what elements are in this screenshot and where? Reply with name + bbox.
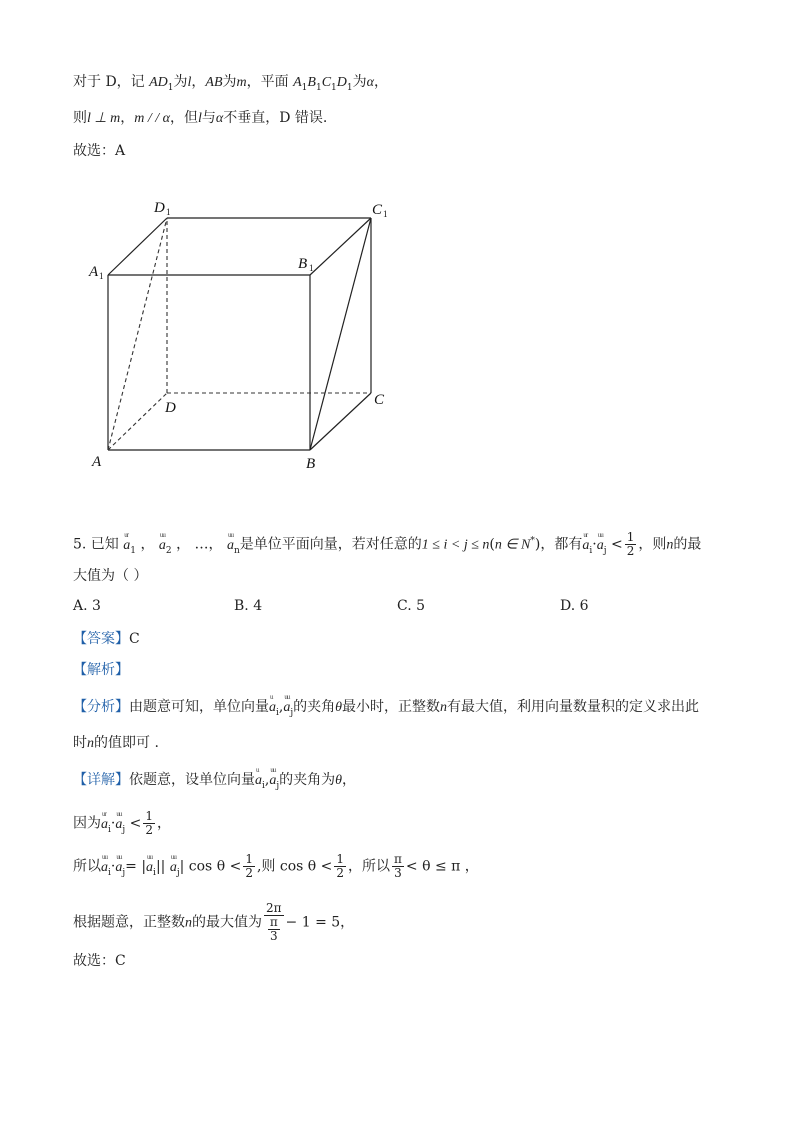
edge-b-c <box>310 393 371 450</box>
text: ,则 cos θ < <box>256 858 333 875</box>
denominator: 3 <box>269 929 278 943</box>
vector-ai: uu a <box>146 852 154 875</box>
denominator: 3 <box>394 866 402 880</box>
math-n: n <box>440 700 448 715</box>
text: < <box>129 815 142 832</box>
subscript: i <box>108 867 111 878</box>
text: 根据题意，正整数 <box>73 914 185 931</box>
math-theta: θ <box>335 773 343 788</box>
math-m: m <box>236 75 247 90</box>
text: 与 <box>201 110 216 126</box>
vector-symbol: a <box>158 537 166 553</box>
numerator: 2π <box>266 901 282 915</box>
math-plane: C <box>321 75 332 90</box>
subscript: 1 <box>301 83 308 93</box>
math-condition: 1 ≤ i < j ≤ n <box>421 537 490 553</box>
math-alpha: α <box>215 111 224 126</box>
subscript: i <box>589 545 593 556</box>
label-b1-sub: 1 <box>309 263 314 273</box>
vector-symbol: a <box>101 816 108 832</box>
text: 为 <box>222 74 237 90</box>
final-answer: 故选：C <box>73 953 126 969</box>
subscript: j <box>290 708 294 718</box>
math-ad1: AD <box>149 75 168 90</box>
math-condition: n ∈ N <box>494 537 531 553</box>
vector-symbol: a <box>123 537 131 553</box>
text: 有最大值，利用向量数量积的定义求出此 <box>447 699 700 715</box>
math-l: l <box>187 75 192 90</box>
fraction-half <box>334 853 346 880</box>
text: 最小时，正整数 <box>342 699 441 715</box>
vector-symbol: a <box>115 816 123 832</box>
subscript: 2 <box>165 545 172 556</box>
label-d: D <box>165 400 176 416</box>
label-d1-sub: 1 <box>166 207 171 217</box>
text: 为 <box>173 74 188 90</box>
text: 对于 D，记 <box>73 74 150 90</box>
label-a: A <box>92 454 102 470</box>
subscript: j <box>122 867 126 878</box>
fraction-half <box>243 853 255 880</box>
text: ， <box>340 914 355 931</box>
text: ，但 <box>169 110 198 126</box>
text: ， <box>342 772 357 788</box>
text: ， <box>191 74 206 90</box>
label-b1: B <box>298 256 308 272</box>
text: 的最大值为 <box>192 914 262 931</box>
question-number: 5. 已知 <box>73 536 119 553</box>
math-plane: A <box>293 75 302 90</box>
label-a1-sub: 1 <box>99 271 104 281</box>
edge-a-d-hidden <box>108 393 167 450</box>
fenxi-line-1: 【分析】由题意可知，单位向量 u $a_i$, uu $a_j$的夹角θ最小时，正整数n有最大值，利用向量数量积的定义求出此 <box>73 693 700 718</box>
vector-ai: ur a <box>101 809 108 832</box>
text: = | <box>125 858 147 875</box>
text: …， <box>194 536 223 553</box>
vector-ai: u a <box>255 766 262 788</box>
because-line: 因为 ur $a_i\cdot$ uu $a_j$ < $\frac{1}{2}$ ， <box>73 809 171 837</box>
math-ab: AB <box>205 75 223 90</box>
numerator: 1 <box>336 852 345 866</box>
subscript: i <box>262 781 265 791</box>
numerator: 1 <box>245 852 253 866</box>
text: ， <box>120 110 135 126</box>
edge-a1-d1 <box>108 218 167 275</box>
answer-value: C <box>129 631 140 647</box>
xiangjie-tag: 【详解】 <box>73 772 129 788</box>
subscript: 1 <box>130 545 136 556</box>
text: 因为 <box>73 815 101 832</box>
text: 是单位平面向量，若对任意的 <box>239 536 422 553</box>
solution-d-answer: 故选：A <box>73 143 126 159</box>
subscript: 1 <box>167 83 174 93</box>
math-rel: m / / α <box>134 111 170 126</box>
fraction-max <box>264 902 284 943</box>
vector-aj: uu a <box>169 852 177 875</box>
vector-a1: ur a <box>123 530 131 553</box>
math-n: n <box>87 736 94 751</box>
math-l: l <box>197 111 202 126</box>
vector-a2: uu a <box>158 530 166 553</box>
answer-line <box>73 629 140 649</box>
subscript: 1 <box>331 83 337 93</box>
math-rel: l ⊥ m <box>87 111 121 126</box>
text: 则 <box>73 110 87 126</box>
subscript: j <box>603 545 607 556</box>
final-line <box>73 902 354 943</box>
text: 为 <box>352 74 367 90</box>
subscript: j <box>176 867 180 878</box>
text: | cos θ < <box>179 858 242 875</box>
text: ， <box>156 815 171 832</box>
subscript: 1 <box>315 83 322 93</box>
vector-symbol: a <box>283 700 291 715</box>
subscript: n <box>234 545 240 556</box>
vector-symbol: a <box>227 537 234 553</box>
text: || <box>155 858 170 875</box>
label-c: C <box>374 392 385 408</box>
numerator: 1 <box>626 530 635 544</box>
subscript: i <box>153 867 156 878</box>
text: 所以 <box>73 858 101 875</box>
text: < θ ≤ π ， <box>405 858 479 875</box>
subscript: 1 <box>346 83 353 93</box>
text: ，所以 <box>348 858 391 875</box>
vector-ai: uu a <box>101 852 108 875</box>
option-d: D. 6 <box>560 598 589 614</box>
label-c1-sub: 1 <box>383 209 388 219</box>
math-alpha: α <box>366 75 374 90</box>
vector-symbol: a <box>115 859 123 875</box>
math-n: n <box>666 537 674 553</box>
fenxi-line-2 <box>73 733 159 754</box>
math-theta: θ <box>335 700 343 715</box>
question-5-line-1: 5. 已知 ur $a_1$ ， uu $a_2$ ， …， uu $a_n$是单位平面向量，若对任意的1 ≤ i < j ≤ n(n ∈ N*)，都有 ur $a_i\cdot$ uu $a_j$ < $\frac{1}{2}$ ，则n的最 <box>73 530 702 558</box>
math-n: n <box>185 915 192 931</box>
diagonal-a-d1-hidden <box>108 218 167 450</box>
text: 时 <box>73 735 87 751</box>
diagonal-b-c1 <box>310 218 371 450</box>
vector-ai: ur a <box>582 530 590 553</box>
so-line: 所以 uu $a_i\cdot$ uu $a_j=$ | uu $a_i||$ uu $a_j|$ cos θ < $\frac{1}{2}$ ,则 cos θ < $\frac{1}{2}$ ，所以 $\frac{\pi}{3}$ < θ ≤ π ， <box>73 852 479 880</box>
text: 依题意，设单位向量 <box>129 772 255 788</box>
vector-aj: uu a <box>115 852 123 875</box>
text: ，平面 <box>246 74 294 90</box>
text: ， <box>374 74 388 90</box>
vector-ai: u a <box>269 693 276 715</box>
label-a1: A <box>89 264 99 280</box>
vector-symbol: a <box>596 537 604 553</box>
option-c: C. 5 <box>397 598 426 614</box>
vector-symbol: a <box>169 859 177 875</box>
vector-aj: uu a <box>596 530 604 553</box>
math-plane: D <box>336 75 347 90</box>
numerator: 1 <box>145 809 153 823</box>
vector-symbol: a <box>269 700 276 715</box>
text: − 1 = 5 <box>285 914 341 931</box>
subscript: i <box>108 824 111 835</box>
option-a: A. 3 <box>73 598 101 614</box>
fraction-pi-3 <box>392 853 404 880</box>
fraction-half <box>625 531 637 558</box>
text: 不垂直，D 错误. <box>223 110 328 126</box>
text: 由题意可知，单位向量 <box>129 699 269 715</box>
label-b: B <box>306 456 316 472</box>
text: 的夹角为 <box>279 772 336 788</box>
vector-symbol: a <box>582 537 590 553</box>
solution-d-line-2 <box>73 108 327 129</box>
answer-tag: 【答案】 <box>73 631 129 647</box>
analysis-tag: 【解析】 <box>73 662 129 678</box>
subscript: j <box>276 781 280 791</box>
numerator: π <box>394 852 402 866</box>
numerator: π <box>269 915 278 929</box>
vector-symbol: a <box>269 773 277 788</box>
math-plane: B <box>307 75 316 90</box>
label-c1: C <box>372 202 383 218</box>
text: ，则 <box>638 536 667 553</box>
denominator: 2 <box>245 866 253 880</box>
vector-aj: uu a <box>269 766 277 788</box>
text: < <box>610 536 623 553</box>
text: 的夹角 <box>293 699 336 715</box>
superscript: * <box>530 535 535 546</box>
text: 的最 <box>673 536 702 553</box>
option-b: B. 4 <box>234 598 263 614</box>
xiangjie-line: 【详解】依题意，设单位向量 u $a_i$, uu $a_j$的夹角为θ， <box>73 766 357 791</box>
denominator: 2 <box>336 866 345 880</box>
denominator: 2 <box>145 823 153 837</box>
fraction-pi-3 <box>268 916 280 943</box>
subscript: j <box>122 824 126 835</box>
question-5-line-2: 大值为（ ） <box>73 568 148 584</box>
vector-symbol: a <box>146 859 154 875</box>
vector-aj: uu a <box>115 809 123 832</box>
subscript: i <box>276 708 279 718</box>
edge-b1-c1 <box>310 218 371 275</box>
denominator: 2 <box>626 544 635 558</box>
text: ，都有 <box>540 536 583 553</box>
vector-symbol: a <box>255 773 262 788</box>
vector-an: uu a <box>227 530 234 553</box>
text: 的值即可 . <box>94 735 159 751</box>
vector-symbol: a <box>101 859 108 875</box>
solution-d-line-1 <box>73 72 388 94</box>
label-d1: D <box>154 200 165 216</box>
vector-aj: uu a <box>283 693 291 715</box>
denominator-fraction <box>264 916 284 943</box>
fenxi-tag: 【分析】 <box>73 699 129 715</box>
fraction-half <box>143 810 155 837</box>
cube-figure <box>80 190 410 480</box>
